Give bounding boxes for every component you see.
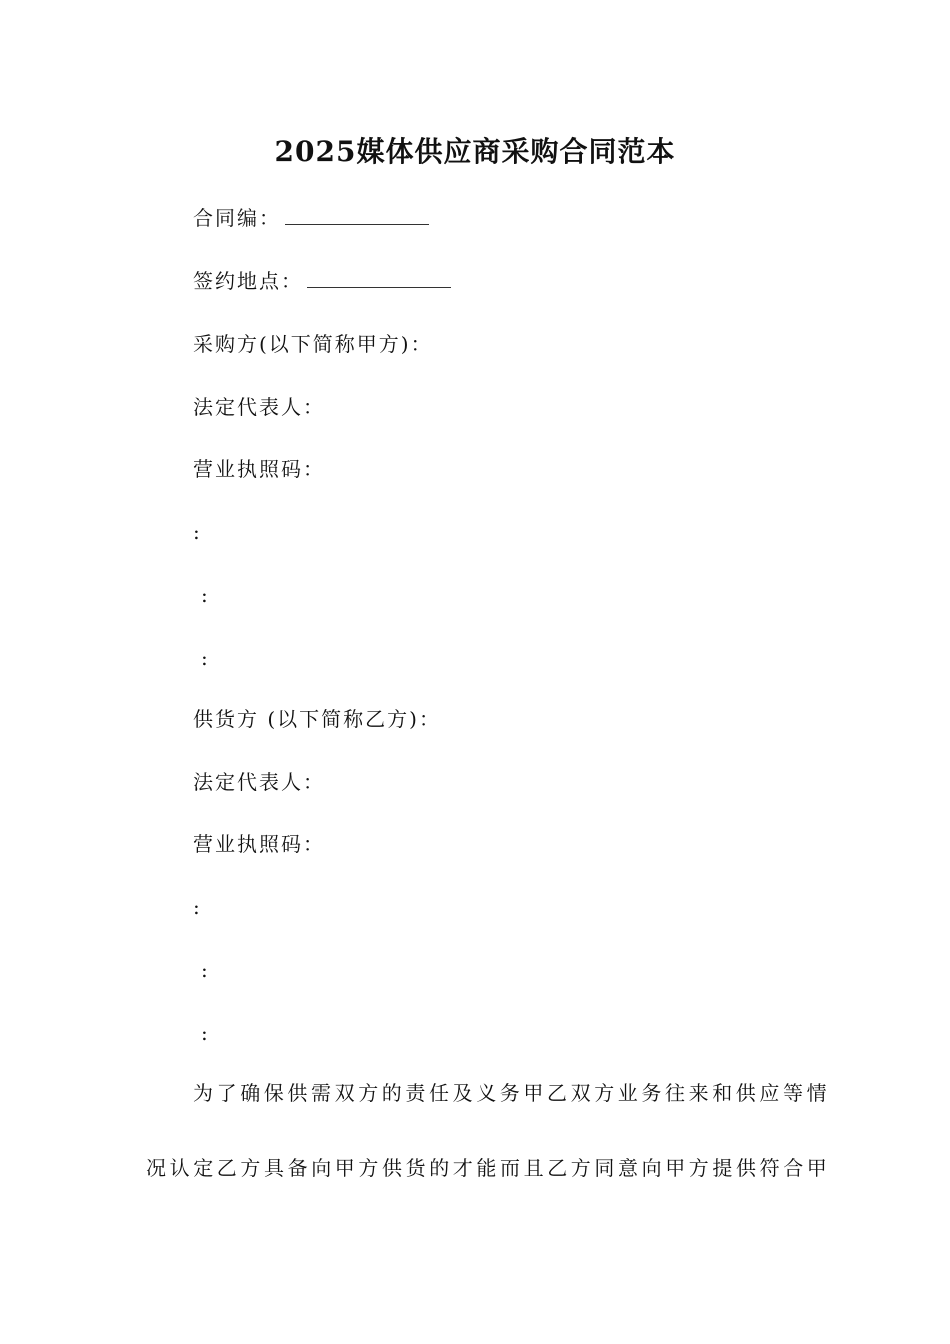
buyer-license-label: 营业执照码： [193,457,325,481]
contract-number-blank [285,204,429,225]
sign-place-blank [307,267,451,288]
supplier-colon-3: : [201,1021,208,1045]
supplier-representative-label: 法定代表人： [193,770,325,794]
sign-place-line [193,267,451,295]
buyer-label: 采购方(以下简称甲方)： [193,332,433,356]
paragraph-line-2: 况认定乙方具备向甲方供货的才能而且乙方同意向甲方提供符合甲 [146,1156,831,1180]
supplier-label: 供货方 (以下简称乙方)： [193,707,441,731]
buyer-representative-label: 法定代表人： [193,395,325,419]
supplier-license-label: 营业执照码： [193,832,325,856]
buyer-colon-1: : [193,520,200,544]
buyer-colon-2: : [201,583,208,607]
contract-number-label: 合同编： [193,206,281,230]
buyer-colon-3: : [201,646,208,670]
contract-number-line [193,204,429,232]
supplier-colon-1: : [193,895,200,919]
paragraph-line-1: 为了确保供需双方的责任及义务甲乙双方业务往来和供应等情 [193,1081,831,1105]
supplier-colon-2: : [201,958,208,982]
sign-place-label: 签约地点： [193,269,303,293]
document-title: 2025媒体供应商采购合同范本 [274,135,676,168]
